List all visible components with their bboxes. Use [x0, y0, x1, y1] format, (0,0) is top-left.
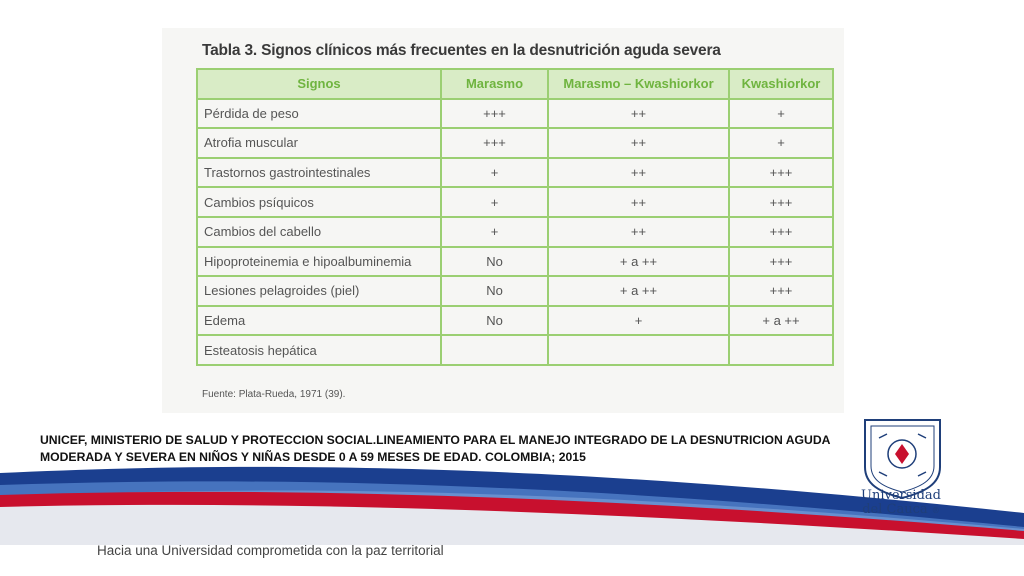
footer-slogan: Hacia una Universidad comprometida con la paz territorial	[97, 543, 444, 558]
value-cell: ++	[548, 99, 729, 129]
table-row	[197, 247, 833, 277]
table-row	[197, 335, 833, 365]
value-cell: +++	[729, 217, 833, 247]
value-cell: +++	[729, 247, 833, 277]
value-cell: +++	[441, 128, 548, 158]
sign-cell: Trastornos gastrointestinales	[197, 158, 441, 188]
table-row	[197, 158, 833, 188]
sign-cell: Atrofia muscular	[197, 128, 441, 158]
university-name-line	[846, 503, 956, 518]
university-name-text: del Cauca	[862, 502, 928, 517]
header-cell: Kwashiorkor	[729, 69, 833, 99]
sign-cell: Esteatosis hepática	[197, 335, 441, 365]
header-cell: Marasmo – Kwashiorkor	[548, 69, 729, 99]
value-cell	[441, 335, 548, 365]
value-cell: + a ++	[729, 306, 833, 336]
registered-mark: ®	[931, 506, 940, 515]
value-cell	[729, 335, 833, 365]
sign-cell: Cambios del cabello	[197, 217, 441, 247]
header-cell: Marasmo	[441, 69, 548, 99]
value-cell: ++	[548, 158, 729, 188]
table-row	[197, 128, 833, 158]
table-header-row	[197, 69, 833, 99]
value-cell: + a ++	[548, 247, 729, 277]
value-cell: +	[441, 217, 548, 247]
table-row	[197, 276, 833, 306]
value-cell: No	[441, 247, 548, 277]
reference-line: MODERADA Y SEVERA EN NIÑOS Y NIÑAS DESDE 0 A 59 MESES DE EDAD. COLOMBIA; 2015	[40, 450, 586, 464]
sign-cell: Lesiones pelagroides (piel)	[197, 276, 441, 306]
value-cell: + a ++	[548, 276, 729, 306]
table-title: Tabla 3. Signos clínicos más frecuentes en la desnutrición aguda severa	[202, 42, 721, 59]
header-cell: Signos	[197, 69, 441, 99]
table-row	[197, 306, 833, 336]
clinical-signs-table	[196, 68, 834, 366]
value-cell: ++	[548, 217, 729, 247]
table-source: Fuente: Plata-Rueda, 1971 (39).	[202, 389, 346, 400]
value-cell: +++	[729, 187, 833, 217]
table-row	[197, 217, 833, 247]
university-name-line: Universidad	[861, 488, 941, 503]
value-cell: ++	[548, 128, 729, 158]
sign-cell: Pérdida de peso	[197, 99, 441, 129]
value-cell: +++	[729, 158, 833, 188]
value-cell: +	[729, 99, 833, 129]
value-cell: No	[441, 276, 548, 306]
sign-cell: Hipoproteinemia e hipoalbuminemia	[197, 247, 441, 277]
value-cell: +++	[729, 276, 833, 306]
sign-cell: Edema	[197, 306, 441, 336]
value-cell: No	[441, 306, 548, 336]
value-cell: +	[729, 128, 833, 158]
university-name	[846, 489, 956, 518]
sign-cell: Cambios psíquicos	[197, 187, 441, 217]
value-cell: ++	[548, 187, 729, 217]
value-cell: +++	[441, 99, 548, 129]
table-row	[197, 187, 833, 217]
table-row	[197, 99, 833, 129]
value-cell: +	[441, 158, 548, 188]
value-cell: +	[548, 306, 729, 336]
value-cell: +	[441, 187, 548, 217]
reference-line: UNICEF, MINISTERIO DE SALUD Y PROTECCION SOCIAL.LINEAMIENTO PARA EL MANEJO INTEGRADO DE LA DESNUTRICION AGUDA	[40, 433, 831, 447]
value-cell	[548, 335, 729, 365]
